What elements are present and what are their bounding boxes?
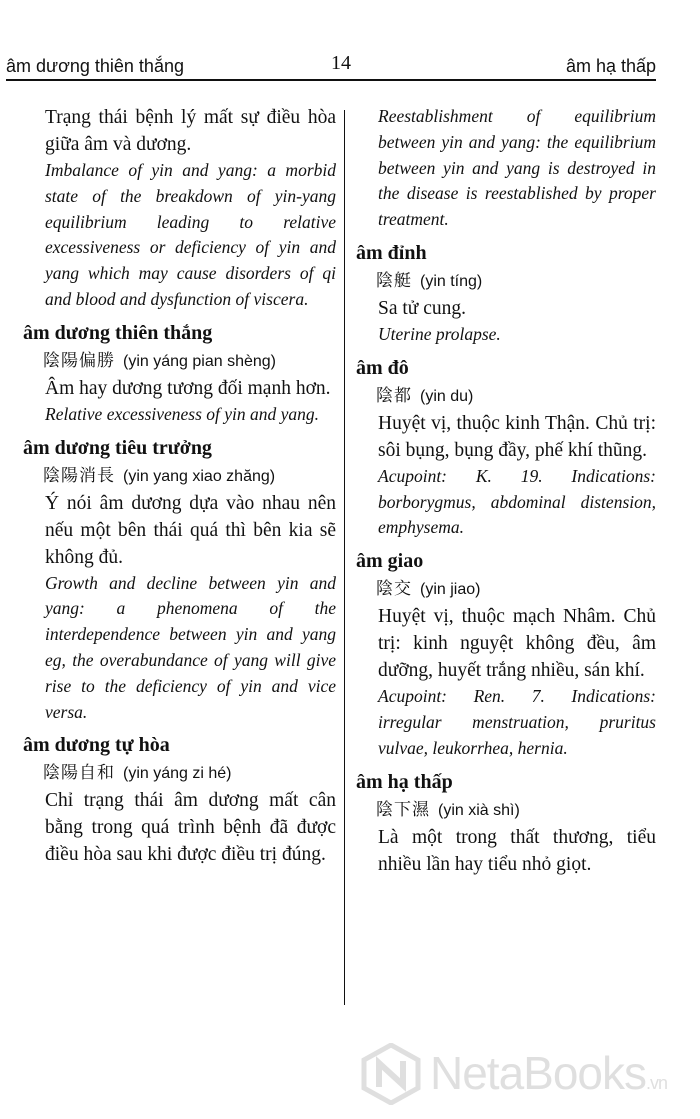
- entry-chinese-line: [356, 382, 656, 410]
- entry-pinyin: (yin tíng): [420, 272, 483, 290]
- entry-pinyin: (yin yáng pian shèng): [123, 352, 276, 370]
- entry-vietnamese: Là một trong thất thương, tiểu nhiều lần hay tiểu nhỏ giọt.: [378, 826, 656, 875]
- entry-vietnamese: Huyệt vị, thuộc kinh Thận. Chủ trị: sôi bụng, bụng đầy, phế khí thũng.: [378, 412, 656, 461]
- watermark-text: NetaBooks.vn: [430, 1047, 668, 1099]
- dictionary-entry: [23, 434, 336, 726]
- page-number: 14: [331, 52, 351, 74]
- entry-chinese-line: [23, 759, 336, 787]
- header-right-guide-word: âm hạ thấp: [565, 56, 656, 76]
- entry-vietnamese: Trạng thái bệnh lý mất sự điều hòa giữa âm và dương.: [45, 107, 336, 155]
- header-rule: [6, 79, 656, 81]
- entry-english: Reestablishment of equilibrium between yin and yang: the equilibrium between yin and yang is destroyed in the disease is reestablished by proper treatment.: [378, 106, 656, 230]
- entry-headword: âm đô: [356, 356, 409, 379]
- dictionary-entry: [356, 239, 656, 348]
- entry-english: Relative excessiveness of yin and yang.: [45, 403, 320, 424]
- entry-headword: âm đỉnh: [356, 241, 427, 264]
- entry-english: Uterine prolapse.: [378, 323, 501, 344]
- entry-chinese-line: [356, 575, 656, 603]
- entry-chinese: 陰交: [376, 579, 412, 600]
- entry-english: Growth and decline between yin and yang: a phenomena of the interdependence between yin and yang eg, the overabundance of yang will give rise to the deficiency of yin and vice versa.: [45, 572, 336, 722]
- watermark: [355, 1040, 700, 1110]
- entry-chinese-line: [356, 796, 656, 824]
- running-header: [6, 50, 656, 80]
- entry-headword: âm giao: [356, 550, 424, 573]
- entry-chinese: 陰陽自和: [43, 763, 115, 784]
- entry-vietnamese: Chỉ trạng thái âm dương mất cân bằng trong quá trình bệnh đã được điều hòa sau khi được điều trị đúng.: [45, 790, 336, 866]
- entry-chinese: 陰艇: [376, 270, 412, 291]
- entry-chinese: 陰下濕: [376, 799, 430, 820]
- entry-vietnamese: Sa tử cung.: [378, 297, 467, 319]
- entry-headword: âm dương tiêu trưởng: [23, 436, 212, 459]
- header-left-guide-word: âm dương thiên thắng: [6, 56, 184, 76]
- entry-chinese-line: [23, 462, 336, 490]
- continued-entry: [356, 104, 656, 233]
- entry-headword: âm dương thiên thắng: [23, 321, 213, 344]
- entry-pinyin: (yin yang xiao zhăng): [123, 467, 276, 485]
- entry-vietnamese: Âm hay dương tương đối mạnh hơn.: [45, 377, 331, 399]
- entry-chinese: 陰陽偏勝: [43, 350, 115, 371]
- entry-chinese: 陰都: [376, 385, 412, 406]
- entry-english: Acupoint: Ren. 7. Indications: irregular menstruation, pruritus vulvae, leukorrhea, hernia.: [378, 686, 656, 758]
- dictionary-entry: [23, 731, 336, 868]
- entry-vietnamese: Ý nói âm dương dựa vào nhau nên nếu một bên thái quá thì bên kia sẽ không đủ.: [45, 492, 336, 568]
- entry-chinese-line: [356, 267, 656, 295]
- entry-pinyin: (yin yáng zi hé): [123, 765, 232, 783]
- entry-pinyin: (yin du): [420, 387, 474, 405]
- entry-vietnamese: Huyệt vị, thuộc mạch Nhâm. Chủ trị: kinh nguyệt không đều, âm dưỡng, huyết trắng nhiều, sán khí.: [378, 606, 656, 682]
- column-divider: [344, 110, 345, 1005]
- entry-chinese: 陰陽消長: [43, 465, 115, 486]
- dictionary-entry: [356, 547, 656, 761]
- dictionary-entry: [23, 319, 336, 428]
- dictionary-entry: [356, 354, 656, 541]
- dictionary-entry: [356, 768, 656, 878]
- entry-pinyin: (yin xià shì): [438, 801, 520, 819]
- entry-english: Imbalance of yin and yang: a morbid state of the breakdown of yin-yang equilibrium leading to relative excessiveness or deficiency of yin and yang which may cause disorders of qi and blood and dysfunction of viscera.: [45, 160, 336, 309]
- right-column: [356, 104, 656, 878]
- entry-chinese-line: [23, 347, 336, 375]
- entry-english: Acupoint: K. 19. Indications: borborygmus, abdominal distension, emphysema.: [378, 465, 656, 538]
- netabooks-logo-icon: [360, 1043, 422, 1105]
- entry-pinyin: (yin jiao): [420, 581, 481, 599]
- continued-entry: [23, 104, 336, 313]
- left-column: [23, 104, 336, 868]
- entry-headword: âm dương tự hòa: [23, 734, 170, 757]
- entry-headword: âm hạ thấp: [356, 770, 453, 793]
